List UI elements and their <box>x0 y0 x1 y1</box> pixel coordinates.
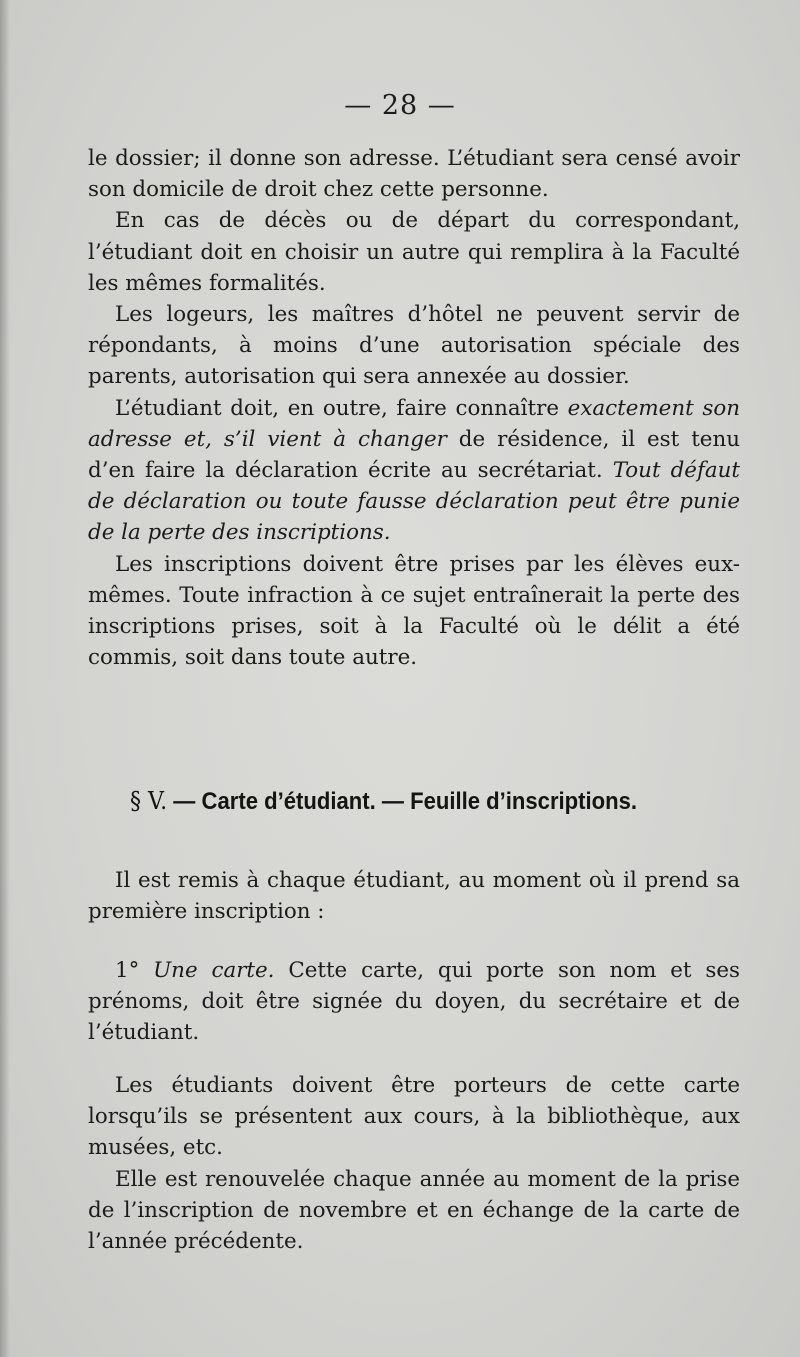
paragraph-correspondent: En cas de décès ou de départ du correspondant, l’étudiant doit en choisir un autre qui remplira à la Faculté les mêmes formalités. <box>88 208 740 296</box>
carte-prefix: 1° <box>115 958 154 983</box>
page-number: — 28 — <box>344 90 456 121</box>
text-block-top <box>88 143 740 673</box>
address-change-italic-2: Tout défaut de déclaration ou toute fausse déclaration peut être punie de la perte des inscriptions. <box>88 458 740 546</box>
address-change-lead: L’étudiant doit, en outre, faire connaître <box>115 395 568 421</box>
page-edge-shadow <box>0 0 10 1357</box>
address-change-italic-1: exactement son adresse et, s’il vient à changer <box>88 395 741 452</box>
paragraph-carte <box>88 955 740 1049</box>
paragraph-porteurs: Les étudiants doivent être porteurs de cette carte lorsqu’ils se présentent aux cours, à la bibliothèque, aux musées, etc. <box>88 1073 740 1161</box>
text-block-remis <box>88 865 740 927</box>
section-heading <box>130 787 682 816</box>
paragraph-continuation: le dossier; il donne son adresse. L’étudiant sera censé avoir son domicile de droit chez cette personne. <box>88 146 740 203</box>
address-change-mid: de résidence, il est tenu d’en faire la déclaration écrite au secrétariat. <box>88 426 740 484</box>
paragraph-logeurs: Les logeurs, les maîtres d’hôtel ne peuvent servir de répondants, à moins d’une autorisation spéciale des parents, autorisation qui sera annexée au dossier. <box>88 302 740 390</box>
paragraph-address-change <box>88 393 740 549</box>
section-title-text: — Carte d’étudiant. — Feuille d’inscriptions. <box>167 788 638 815</box>
section-number: § V. <box>130 787 168 815</box>
paragraph-remis: Il est remis à chaque étudiant, au moment où il prend sa première inscription : <box>88 868 740 925</box>
carte-italic: Une carte. <box>153 958 275 983</box>
paragraph-inscriptions: Les inscriptions doivent être prises par les élèves eux-mêmes. Toute infraction à ce sujet entraînerait la perte des inscriptions prises, soit à la Faculté où le délit a été commis, soit dans toute autre. <box>88 551 740 671</box>
text-block-carte <box>88 955 740 1049</box>
carte-text: Cette carte, qui porte son nom et ses prénoms, doit être signée du doyen, du secrétaire et de l’étudiant. <box>88 958 740 1046</box>
text-block-porteurs <box>88 1070 740 1257</box>
paragraph-renouvelee: Elle est renouvelée chaque année au moment de la prise de l’inscription de novembre et en échange de la carte de l’année précédente. <box>88 1166 740 1255</box>
